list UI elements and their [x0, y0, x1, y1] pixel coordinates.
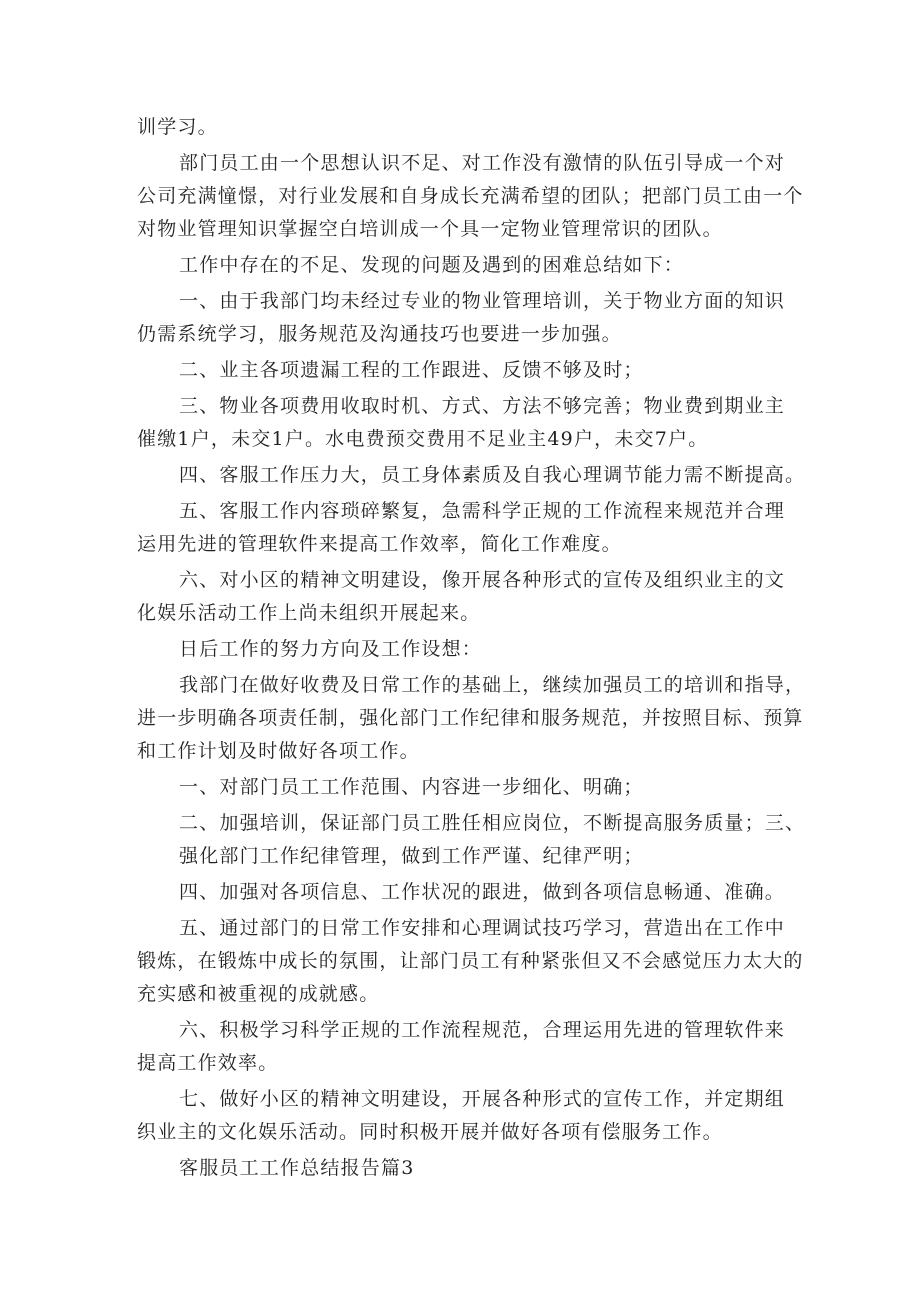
text-line: 公司充满憧憬，对行业发展和自身成长充满希望的团队；把部门员工由一个	[137, 185, 804, 207]
text-line: 提高工作效率。	[137, 1052, 279, 1074]
text-line: 进一步明确各项责任制，强化部门工作纪律和服务规范，并按照目标、预算	[137, 707, 804, 729]
text-line: 四、客服工作压力大，员工身体素质及自我心理调节能力需不断提高。	[179, 464, 806, 486]
text-line: 我部门在做好收费及日常工作的基础上，继续加强员工的培训和指导，	[179, 674, 806, 696]
text-line: 锻炼，在锻炼中成长的氛围，让部门员工有种紧张但又不会感觉压力太大的	[137, 950, 804, 972]
text-line: 四、加强对各项信息、工作状况的跟进，做到各项信息畅通、准确。	[179, 881, 786, 903]
text-line: 二、加强培训，保证部门员工胜任相应岗位，不断提高服务质量；三、	[179, 812, 806, 834]
text-line: 三、物业各项费用收取时机、方式、方法不够完善；物业费到期业主	[179, 395, 786, 417]
text-line: 和工作计划及时做好各项工作。	[137, 740, 420, 762]
text-line: 一、对部门员工工作范围、内容进一步细化、明确；	[179, 776, 644, 798]
text-line: 六、积极学习科学正规的工作流程规范，合理运用先进的管理软件来	[179, 1019, 786, 1041]
text-line: 充实感和被重视的成就感。	[137, 983, 380, 1005]
text-line: 工作中存在的不足、发现的问题及遇到的困难总结如下：	[179, 254, 685, 276]
text-line: 强化部门工作纪律管理，做到工作严谨、纪律严明；	[179, 845, 644, 867]
text-line: 对物业管理知识掌握空白培训成一个具一定物业管理常识的团队。	[137, 218, 723, 240]
text-line: 七、做好小区的精神文明建设，开展各种形式的宣传工作，并定期组	[179, 1088, 786, 1110]
text-line: 日后工作的努力方向及工作设想：	[179, 638, 483, 660]
section-heading: 客服员工工作总结报告篇3	[179, 1157, 415, 1179]
text-line: 化娱乐活动工作上尚未组织开展起来。	[137, 602, 481, 624]
text-line: 五、客服工作内容琐碎繁复，急需科学正规的工作流程来规范并合理	[179, 500, 786, 522]
text-line: 二、业主各项遗漏工程的工作跟进、反馈不够及时；	[179, 359, 644, 381]
text-line: 一、由于我部门均未经过专业的物业管理培训，关于物业方面的知识	[179, 290, 786, 312]
text-line: 训学习。	[137, 116, 218, 138]
text-line: 部门员工由一个思想认识不足、对工作没有激情的队伍引导成一个对	[179, 152, 786, 174]
text-line: 催缴1户，未交1户。水电费预交费用不足业主49户，未交7户。	[137, 428, 709, 450]
text-line: 织业主的文化娱乐活动。同时积极开展并做好各项有偿服务工作。	[137, 1121, 723, 1143]
text-line: 五、通过部门的日常工作安排和心理调试技巧学习，营造出在工作中	[179, 917, 786, 939]
text-line: 仍需系统学习，服务规范及沟通技巧也要进一步加强。	[137, 323, 622, 345]
text-line: 六、对小区的精神文明建设，像开展各种形式的宣传及组织业主的文	[179, 569, 786, 591]
text-line: 运用先进的管理软件来提高工作效率，简化工作难度。	[137, 533, 622, 555]
